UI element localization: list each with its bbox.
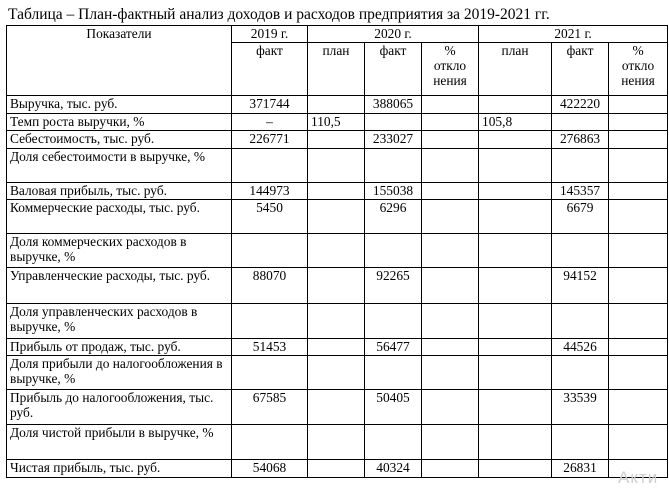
header-2021-fact: факт (552, 42, 609, 96)
cell-p2020 (308, 182, 365, 200)
row-label: Чистая прибыль, тыс. руб. (7, 460, 232, 478)
cell-f2019: 51453 (232, 338, 308, 356)
cell-f2021 (552, 356, 609, 390)
cell-p2021 (479, 268, 552, 303)
cell-p2021: 105,8 (479, 113, 552, 131)
cell-p2021 (479, 338, 552, 356)
cell-d2020 (422, 268, 479, 303)
cell-p2020 (308, 200, 365, 234)
cell-f2020: 92265 (365, 268, 422, 303)
cell-p2021 (479, 148, 552, 182)
cell-p2020 (308, 96, 365, 114)
cell-d2020 (422, 303, 479, 338)
cell-f2021: 33539 (552, 390, 609, 425)
cell-d2021 (609, 356, 668, 390)
cell-d2020 (422, 390, 479, 425)
cell-d2020 (422, 338, 479, 356)
cell-d2021 (609, 200, 668, 234)
header-2021-deviation (609, 42, 668, 96)
cell-p2021 (479, 131, 552, 149)
header-2019: 2019 г. (232, 26, 308, 43)
cell-p2020 (308, 303, 365, 338)
table-row (7, 113, 668, 131)
cell-d2020 (422, 96, 479, 114)
cell-f2021 (552, 234, 609, 268)
table-row (7, 131, 668, 149)
table-row (7, 356, 668, 390)
cell-f2020 (365, 148, 422, 182)
cell-d2020 (422, 356, 479, 390)
cell-p2020 (308, 390, 365, 425)
row-label: Коммерческие расходы, тыс. руб. (7, 200, 232, 234)
cell-f2020: 50405 (365, 390, 422, 425)
cell-p2021 (479, 425, 552, 460)
cell-f2019 (232, 356, 308, 390)
table-row (7, 460, 668, 478)
cell-d2020 (422, 234, 479, 268)
cell-f2021 (552, 425, 609, 460)
cell-f2019: 88070 (232, 268, 308, 303)
row-label: Доля прибыли до налогообложения в выручке, % (7, 356, 232, 390)
cell-f2019 (232, 303, 308, 338)
row-label: Доля коммерческих расходов в выручке, % (7, 234, 232, 268)
table-row (7, 425, 668, 460)
row-label: Темп роста выручки, % (7, 113, 232, 131)
cell-f2021 (552, 148, 609, 182)
cell-d2021 (609, 131, 668, 149)
cell-f2021: 6679 (552, 200, 609, 234)
cell-f2020: 56477 (365, 338, 422, 356)
deviation-line1: % (444, 42, 456, 58)
table-row (7, 338, 668, 356)
cell-p2021 (479, 460, 552, 478)
cell-f2021 (552, 303, 609, 338)
cell-f2019: 5450 (232, 200, 308, 234)
cell-p2020 (308, 234, 365, 268)
cell-p2021 (479, 303, 552, 338)
cell-d2021 (609, 338, 668, 356)
cell-d2020 (422, 131, 479, 149)
header-indicators: Показатели (7, 26, 232, 96)
cell-f2020: 388065 (365, 96, 422, 114)
cell-f2020: 6296 (365, 200, 422, 234)
cell-d2020 (422, 425, 479, 460)
table-row (7, 182, 668, 200)
cell-d2020 (422, 460, 479, 478)
cell-f2021: 422220 (552, 96, 609, 114)
table-row (7, 390, 668, 425)
cell-p2021 (479, 200, 552, 234)
cell-f2019 (232, 148, 308, 182)
cell-f2019: 144973 (232, 182, 308, 200)
row-label: Прибыль от продаж, тыс. руб. (7, 338, 232, 356)
cell-d2021 (609, 303, 668, 338)
cell-d2020 (422, 113, 479, 131)
cell-d2021 (609, 390, 668, 425)
cell-d2021 (609, 234, 668, 268)
row-label: Выручка, тыс. руб. (7, 96, 232, 114)
header-2021: 2021 г. (479, 26, 668, 43)
table-row (7, 268, 668, 303)
row-label: Себестоимость, тыс. руб. (7, 131, 232, 149)
cell-f2021: 94152 (552, 268, 609, 303)
table-row (7, 303, 668, 338)
cell-p2021 (479, 390, 552, 425)
row-label: Доля чистой прибыли в выручке, % (7, 425, 232, 460)
row-label: Валовая прибыль, тыс. руб. (7, 182, 232, 200)
header-2020-deviation (422, 42, 479, 96)
cell-d2020 (422, 182, 479, 200)
deviation-line3: нения (433, 72, 467, 88)
header-2020-fact: факт (365, 42, 422, 96)
cell-f2020: 155038 (365, 182, 422, 200)
cell-f2020 (365, 113, 422, 131)
table-row (7, 200, 668, 234)
watermark: Акти (618, 468, 659, 487)
cell-f2021: 276863 (552, 131, 609, 149)
cell-d2021 (609, 268, 668, 303)
deviation-line2: откло (433, 57, 467, 73)
plan-fact-table (6, 25, 668, 478)
cell-p2020 (308, 131, 365, 149)
cell-d2020 (422, 148, 479, 182)
cell-f2020 (365, 356, 422, 390)
cell-f2019 (232, 425, 308, 460)
cell-d2021 (609, 96, 668, 114)
row-label: Прибыль до налогообложения, тыс. руб. (7, 390, 232, 425)
deviation-line1: % (632, 42, 644, 58)
cell-d2021 (609, 148, 668, 182)
cell-f2019: 67585 (232, 390, 308, 425)
cell-p2020 (308, 356, 365, 390)
cell-p2020 (308, 338, 365, 356)
cell-f2019: 226771 (232, 131, 308, 149)
cell-p2020 (308, 460, 365, 478)
row-label: Доля управленческих расходов в выручке, % (7, 303, 232, 338)
cell-f2021 (552, 113, 609, 131)
table-row (7, 234, 668, 268)
cell-f2020 (365, 303, 422, 338)
cell-f2021: 44526 (552, 338, 609, 356)
table-row (7, 148, 668, 182)
cell-f2020 (365, 425, 422, 460)
header-2021-plan: план (479, 42, 552, 96)
cell-d2021 (609, 425, 668, 460)
cell-p2020 (308, 268, 365, 303)
cell-f2021: 145357 (552, 182, 609, 200)
deviation-line3: нения (621, 72, 655, 88)
cell-p2020 (308, 148, 365, 182)
header-2020-plan: план (308, 42, 365, 96)
cell-d2021 (609, 113, 668, 131)
cell-f2020: 233027 (365, 131, 422, 149)
cell-p2021 (479, 356, 552, 390)
cell-d2020 (422, 200, 479, 234)
cell-f2021: 26831 (552, 460, 609, 478)
row-label: Доля себестоимости в выручке, % (7, 148, 232, 182)
cell-p2021 (479, 182, 552, 200)
cell-f2019 (232, 234, 308, 268)
cell-f2019: 54068 (232, 460, 308, 478)
row-label: Управленческие расходы, тыс. руб. (7, 268, 232, 303)
table-caption: Таблица – План-фактный анализ доходов и расходов предприятия за 2019-2021 гг. (8, 6, 550, 23)
cell-p2020 (308, 425, 365, 460)
table-row (7, 96, 668, 114)
cell-p2021 (479, 234, 552, 268)
deviation-line2: откло (621, 57, 655, 73)
header-row-years (7, 26, 668, 43)
cell-f2020 (365, 234, 422, 268)
header-2019-fact: факт (232, 42, 308, 96)
cell-p2020: 110,5 (308, 113, 365, 131)
cell-f2019: 371744 (232, 96, 308, 114)
cell-f2019: – (232, 113, 308, 131)
cell-p2021 (479, 96, 552, 114)
header-2020: 2020 г. (308, 26, 479, 43)
cell-f2020: 40324 (365, 460, 422, 478)
cell-d2021 (609, 182, 668, 200)
